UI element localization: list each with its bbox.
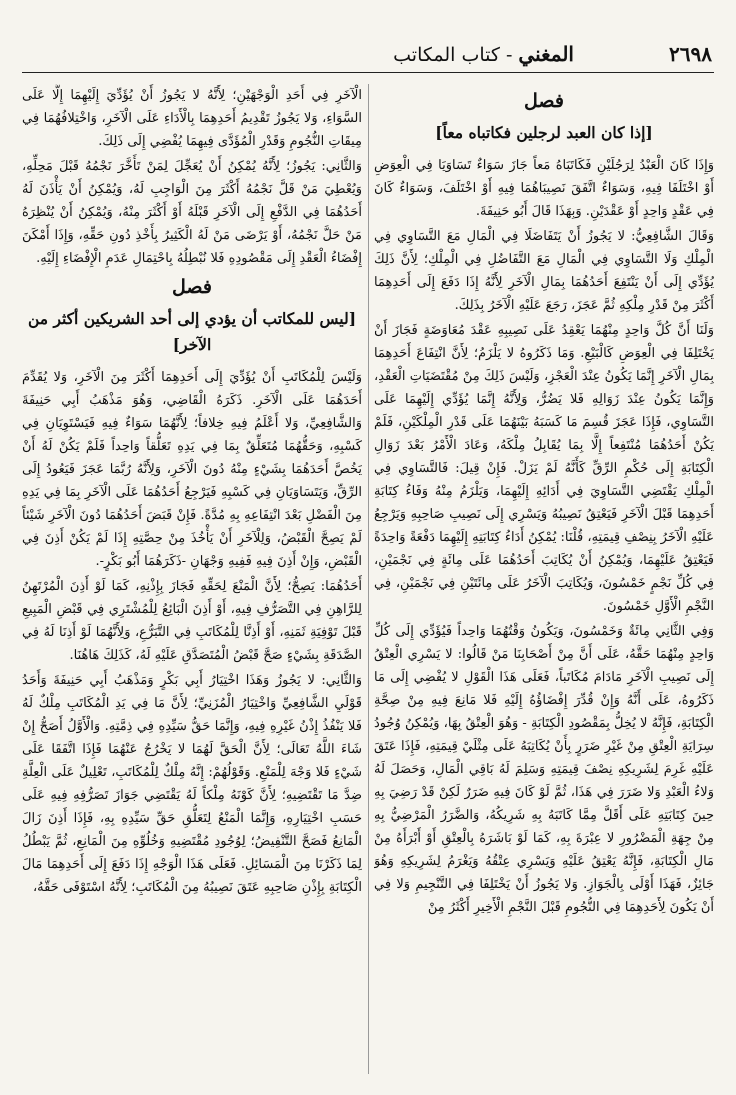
title-separator: - xyxy=(505,44,513,66)
paragraph: وَالثَّانِي: لا يَجُوزُ وَهَذَا اخْتِيَارُ أَبِي بَكْرٍ وَمَذْهَبُ أَبِي حَنِيفَةَ وَأَحَدُ قَوْلَيِ الشَّافِعِيِّ وَاخْتِيَارُ الْمُزَنِيِّ؛ لِأَنَّ مَا فِي يَدِ الْمُكَاتَبِ مِلْكٌ لَهُ فَلا يَنْفُذُ إِذْنُ غَيْرِهِ فِيهِ، وَإِنَّمَا حَقُّ سَيِّدِهِ فِي ذِمَّتِهِ. وَالْأَوَّلُ أَصَحُّ إِنْ شَاءَ اللَّهُ تَعَالَى؛ لِأَنَّ الْحَقَّ لَهُمَا لا يَخْرُجُ عَنْهُمَا فَإِذَا اتَّفَقَا عَلَى شَيْءٍ فَلا وَجْهَ لِلْمَنْعِ. وَقَوْلُهُمْ: إِنَّهُ مِلْكٌ لِلْمُكَاتَبِ، تَعْلِيلٌ عَلَى الْعِلَّةِ ضِدَّ مَا تَقْتَضِيهِ؛ لِأَنَّ كَوْنَهُ مِلْكاً لَهُ يَقْتَضِي جَوَازَ تَصَرُّفِهِ فِيهِ عَلَى حَسَبِ اخْتِيَارِهِ، وَإِنَّمَا الْمَنْعُ لِتَعَلُّقِ حَقِّ سَيِّدِهِ بِهِ، فَإِذَا أَذِنَ زَالَ الْمَانِعُ فَصَحَّ التَّنْفِيضُ؛ لِوُجُودِ مُقْتَضِيهِ وَخُلُوِّهِ مِنَ الْمَانِعِ، ثُمَّ يَبْطُلُ لِمَا ذَكَرْنَا مِنَ الْمَسَائِلِ. فَعَلَى هَذَا الْوَجْهِ إِذَا دَفَعَ إِلَى أَحَدِهِمَا مَالَ الْكِتَابَةِ بِإِذْنِ صَاحِبِهِ عَتَقَ نَصِيبُهُ مِنَ الْمُكَاتَبِ؛ لِأَنَّهُ اسْتَوْفَى حَقَّهُ، xyxy=(22,673,362,895)
paragraph: وَإِذَا كَانَ الْعَبْدُ لِرَجُلَيْنِ فَكَاتَبَاهُ مَعاً جَازَ سَوَاءٌ تَسَاوَيَا فِي الْعِوَضِ أَوْ اخْتَلَفَا فِيهِ، وَسَوَاءٌ اتَّفَقَ نَصِيبَاهُمَا فِيهِ أَوْ اخْتَلَفَ، وَسَوَاءٌ كَانَ فِي عَقْدٍ وَاحِدٍ أَوْ عَقْدَيْنِ. وَبِهَذَا قَالَ أَبُو حَنِيفَةَ. xyxy=(374,158,714,219)
paragraph: الْآخَرِ فِي أَحَدِ الْوَجْهَيْنِ؛ لِأَنَّهُ لا يَجُوزُ أَنْ يُؤَدِّيَ إِلَيْهِمَا إِلَّا عَلَى السَّوَاءِ، وَلا يَجُوزُ تَقْدِيمُ أَحَدِهِمَا بِالْأَدَاءِ عَلَى الْآخَرِ، وَاخْتِلافُهُمَا فِي مِيقَاتِ النُّجُومِ وَقَدْرِ الْمُؤَدَّى فِيهِمَا يُفْضِي إِلَى ذَلِكَ. xyxy=(22,88,362,149)
right-column xyxy=(374,84,714,1074)
column-divider xyxy=(368,84,369,1074)
section-title: فصل xyxy=(524,90,564,112)
chapter-name: كتاب المكاتب xyxy=(393,44,500,66)
paragraph: وَفِي الثَّانِي مِائَةٌ وَخَمْسُونَ، وَيَكُونُ وَقْتُهُمَا وَاحِداً فَيُؤَدِّي إِلَى كُلِّ وَاحِدٍ مِنْهُمَا حَقَّهُ، عَلَى أَنَّ مِنْ أَصْحَابِنَا مَنْ قَالُوا: لا يَسْرِي الْعِتْقُ إِلَى نَصِيبِ الْآخَرِ مَادَامَ مُكَاتَباً، فَعَلَى هَذَا الْقَوْلِ لا يُفْضِي إِلَى مَا ذَكَرُوهُ، عَلَى أَنَّهُ وَإِنْ قُدِّرَ إِفْضَاؤُهُ إِلَيْهِ فَلا مَانِعَ فِيهِ مِنْ صِحَّةِ الْكِتَابَةِ، فَإِنَّهُ لا يُخِلُّ بِمَقْصُودِ الْكِتَابَةِ - وَهُوَ الْعِتْقُ بِهَا، وَيُمْكِنُ وُجُودُ سِرَايَةِ الْعِتْقِ مِنْ غَيْرِ ضَرَرٍ بِأَنْ يُكَاتِبَهُ عَلَى مِثْلَيْ قِيمَتِهِ، فَإِذَا عَتَقَ عَلَيْهِ غَرِمَ لِشَرِيكِهِ نِصْفَ قِيمَتِهِ وَسَلِمَ لَهُ بَاقِي الْمَالِ، وَحَصَلَ لَهُ وَلاءُ الْعَبْدِ وَلا ضَرَرَ فِي هَذَا، ثُمَّ لَوْ كَانَ فِيهِ ضَرَرٌ لَكِنْ قَدْ رَضِيَ بِهِ حِينَ كِتَابَتِهِ عَلَى أَقَلَّ مِمَّا كَاتَبَهُ بِهِ شَرِيكُهُ، وَالضَّرَرُ الْمَرْضِيُّ بِهِ مِنْ جِهَةِ الْمَضْرُورِ لا عِبْرَةَ بِهِ، كَمَا لَوْ بَاشَرَهُ بِالْعِتْقِ أَوْ أَبْرَأَهُ مِنْ مَالِ الْكِتَابَةِ، فَإِنَّهُ يَعْتِقُ عَلَيْهِ وَيَسْرِي عِتْقُهُ وَيَغْرَمُ لِشَرِيكِهِ وَهُوَ جَائِزٌ، فَهَذَا أَوْلَى بِالْجَوَازِ. وَلا يَجُوزُ أَنْ يَخْتَلِفَا فِي التَّنْجِيمِ وَلا فِي أَنْ يَكُونَ لِأَحَدِهِمَا فِي النُّجُومِ قَبْلَ النَّجْمِ الْأَخِيرِ أَكْثَرُ مِنْ xyxy=(374,624,714,915)
paragraph: وَالثَّانِي: يَجُوزُ؛ لِأَنَّهُ يُمْكِنُ أَنْ يُعَجِّلَ لِمَنْ تَأَخَّرَ نَجْمُهُ قَبْلَ مَحِلِّهِ، وَيُعْطِيَ مَنْ قَلَّ نَجْمُهُ أَكْثَرَ مِنَ الْوَاجِبِ لَهُ، وَيُمْكِنُ أَنْ يَأْذَنَ لَهُ أَحَدُهُمَا فِي الدَّفْعِ إِلَى الْآخَرِ قَبْلَهُ أَوْ أَكْثَرَ مِنْهُ، وَيُمْكِنُ أَنْ يُنْظِرَهُ مَنْ حَلَّ نَجْمُهُ، أَوْ يَرْضَى مَنْ لَهُ الْكَثِيرُ بِأَخْذِ دُونِ حَقِّهِ، وَإِذَا أَمْكَنَ إِفْضَاءُ الْعَقْدِ إِلَى مَقْصُودِهِ فَلا نُبْطِلُهُ بِاحْتِمَالِ عَدَمِ الْإِفْضَاءِ إِلَيْهِ. xyxy=(22,159,362,266)
book-name: المغني xyxy=(518,42,574,66)
paragraph: وَلَيْسَ لِلْمُكَاتَبِ أَنْ يُؤَدِّيَ إِلَى أَحَدِهِمَا أَكْثَرَ مِنَ الْآخَرِ، وَلا يُقَدِّمَ أَحَدَهُمَا عَلَى الْآخَرِ. ذَكَرَهُ الْقَاضِي، وَهُوَ مَذْهَبُ أَبِي حَنِيفَةَ وَالشَّافِعِيِّ، وَلا أَعْلَمُ فِيهِ خِلافاً؛ لِأَنَّهُمَا سَوَاءٌ فِيهِ فَيَسْتَوِيَانِ فِي كَسْبِهِ، وَحَقُّهُمَا مُتَعَلِّقٌ بِمَا فِي يَدِهِ تَعَلُّقاً وَاحِداً فَلَمْ يَكُنْ لَهُ أَنْ يَخُصَّ أَحَدَهُمَا بِشَيْءٍ مِنْهُ دُونَ الْآخَرِ، وَلِأَنَّهُ رُبَّمَا عَجَزَ فَيَعُودُ إِلَى الرِّقِّ، وَيَتَسَاوَيَانِ فِي كَسْبِهِ فَيَرْجِعُ أَحَدُهُمَا عَلَى الْآخَرِ بِمَا فِي يَدِهِ مِنَ الْفَضْلِ بَعْدَ انْتِفَاعِهِ بِهِ مُدَّةً. فَإِنْ قَبَضَ أَحَدُهُمَا دُونَ الْآخَرِ شَيْئاً لَمْ يَصِحَّ الْقَبْضُ، وَلِلْآخَرِ أَنْ يَأْخُذَ مِنْ حِصَّتِهِ إِذَا لَمْ يَكُنْ أَذِنَ فِي الْقَبْضِ، وَإِنْ أَذِنَ فِيهِ فَفِيهِ وَجْهَانِ -ذَكَرَهُمَا أَبُو بَكْرٍ-. xyxy=(22,370,362,569)
page-header xyxy=(22,38,714,73)
paragraph: أَحَدُهُمَا: يَصِحُّ؛ لِأَنَّ الْمَنْعَ لِحَقِّهِ فَجَازَ بِإِذْنِهِ، كَمَا لَوْ أَذِنَ الْمُرْتَهِنُ لِلرَّاهِنِ فِي التَّصَرُّفِ فِيهِ، أَوْ أَذِنَ الْبَائِعُ لِلْمُشْتَرِي فِي قَبْضِ الْمَبِيعِ قَبْلَ تَوْفِيَةِ ثَمَنِهِ، أَوْ أَذِنَّا لِلْمُكَاتَبِ فِي التَّبَرُّعِ، وَلِأَنَّهُمَا لَوْ أَذِنَا لَهُ فِي الصَّدَقَةِ بِشَيْءٍ صَحَّ قَبْضُ الْمُتَصَدَّقِ عَلَيْهِ لَهُ، كَذَلِكَ هَاهُنَا. xyxy=(22,579,362,663)
page-number: ٢٦٩٨ xyxy=(669,42,712,66)
running-title xyxy=(393,42,574,66)
left-column xyxy=(22,84,362,1074)
section-subtitle: [إذا كان العبد لرجلين فكاتباه معاً] xyxy=(435,123,653,142)
section-title: فصل xyxy=(172,276,212,298)
paragraph: وَلَنَا أَنَّ كُلَّ وَاحِدٍ مِنْهُمَا يَعْقِدُ عَلَى نَصِيبِهِ عَقْدَ مُعَاوَضَةٍ فَجَازَ أَنْ يَخْتَلِفَا فِي الْعِوَضِ كَالْبَيْعِ. وَمَا ذَكَرُوهُ لا يَلْزَمُ؛ لِأَنَّ انْتِفَاعَ أَحَدِهِمَا بِمَالِ الْآخَرِ إِنَّمَا يَكُونُ عِنْدَ الْعَجْزِ، وَلَيْسَ ذَلِكَ مِنْ مُقْتَضَيَاتِ الْعَقْدِ، وَإِنَّمَا يَكُونُ عِنْدَ زَوَالِهِ فَلا يَضُرُّ، وَلِأَنَّهُ إِنَّمَا يُؤَدِّي إِلَيْهِمَا عَلَى التَّسَاوِي، فَإِذَا عَجَزَ قُسِمَ مَا كَسَبَهُ بَيْنَهُمَا عَلَى قَدْرِ الْمِلْكَيْنِ، فَلَمْ يَكُنْ أَحَدُهُمَا مُنْتَفِعاً إِلَّا بِمَا يُقَابِلُ مِلْكَهُ، وَعَادَ الْأَمْرُ بَعْدَ زَوَالِ الْكِتَابَةِ إِلَى حُكْمِ الرِّقِّ كَأَنَّهُ لَمْ يَزَلْ. فَإِنْ قِيلَ: فَالتَّسَاوِي فِي الْمِلْكِ يَقْتَضِي التَّسَاوِيَ فِي أَدَائِهِ إِلَيْهِمَا، وَيَلْزَمُ مِنْهُ وَفَاءُ كِتَابَةِ أَحَدِهِمَا قَبْلَ الْآخَرِ فَيَعْتِقُ نَصِيبُهُ وَيَسْرِي إِلَى نَصِيبِ صَاحِبِهِ وَيَرْجِعُ عَلَيْهِ الْآخَرُ بِنِصْفِ قِيمَتِهِ، قُلْنَا: يُمْكِنُ أَدَاءُ كِتَابَتِهِ إِلَيْهِمَا دَفْعَةً وَاحِدَةً فَيَعْتِقُ عَلَيْهِمَا، وَيُمْكِنُ أَنْ يُكَاتِبَ أَحَدُهُمَا عَلَى مِائَةٍ فِي نَجْمَيْنِ، فِي كُلِّ نَجْمٍ خَمْسُونَ، وَيُكَاتِبَ الْآخَرُ عَلَى مِائَتَيْنِ فِي نَجْمَيْنِ، فِي النَّجْمِ الْأَوَّلِ خَمْسُونَ. xyxy=(374,323,714,614)
section-subtitle: [ليس للمكاتب أن يؤدي إلى أحد الشريكين أكثر من الآخر] xyxy=(27,309,357,354)
paragraph: وَقَالَ الشَّافِعِيُّ: لا يَجُوزُ أَنْ يَتَفَاضَلَا فِي الْمَالِ مَعَ التَّسَاوِي فِي الْمِلْكِ وَلَا التَّسَاوِي فِي الْمَالِ مَعَ التَّفَاضُلِ فِي الْمِلْكِ؛ لِأَنَّ ذَلِكَ يُؤَدِّي إِلَى أَنْ يَنْتَفِعَ أَحَدُهُمَا بِمَالِ الْآخَرِ لِأَنَّهُ إِذَا دَفَعَ إِلَى أَحَدِهِمَا أَكْثَرَ مِنْ قَدْرِ مِلْكِهِ ثُمَّ عَجَزَ، رَجَعَ عَلَيْهِ الْآخَرُ بِذَلِكَ. xyxy=(374,229,714,313)
